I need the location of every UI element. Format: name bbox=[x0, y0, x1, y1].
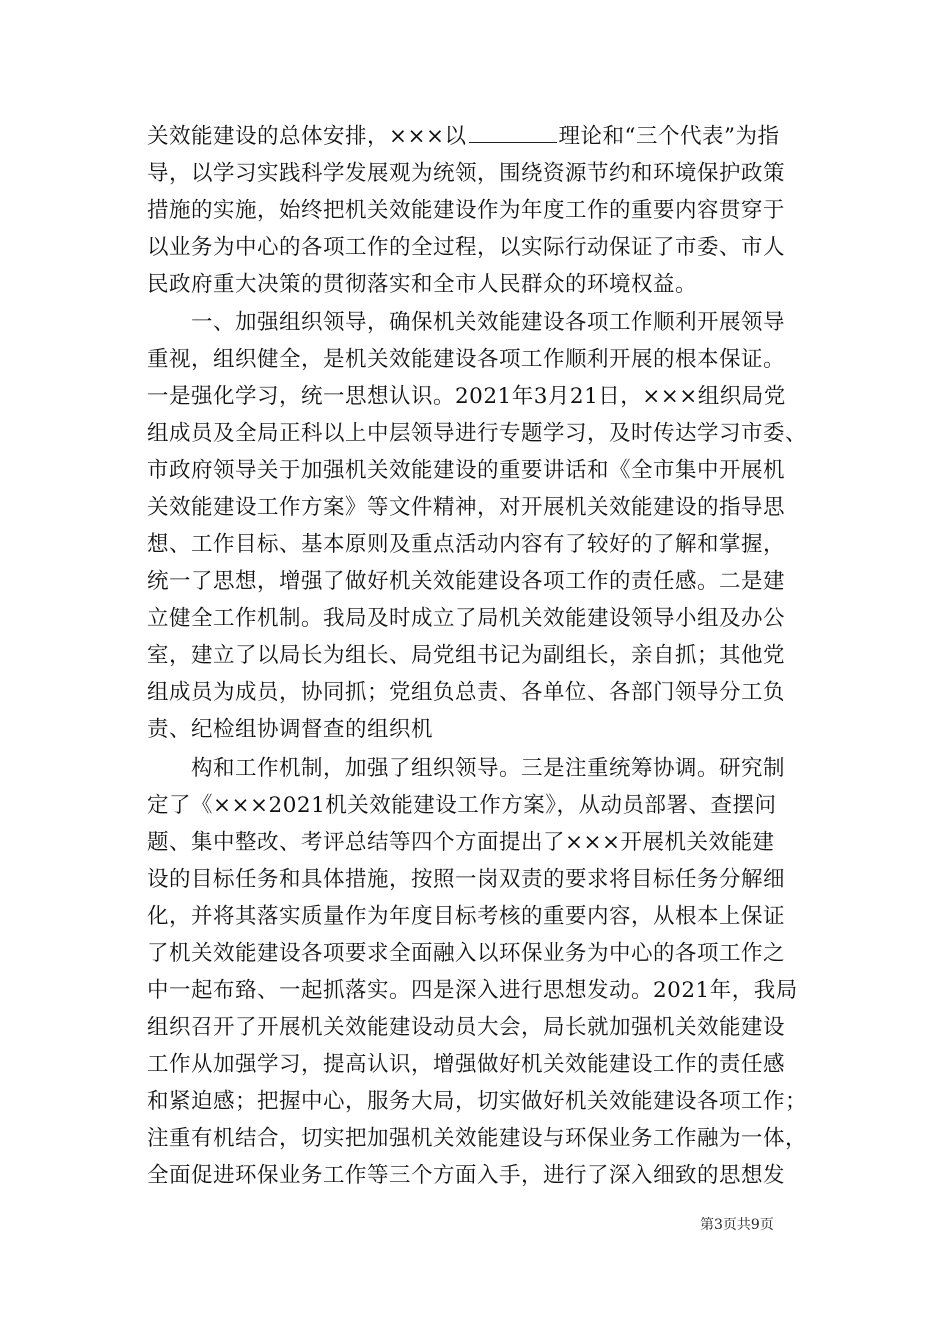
text-line: 以业务为中心的各项工作的全过程，以实际行动保证了市委、市人 bbox=[147, 235, 786, 260]
paragraph-3 bbox=[147, 750, 827, 1194]
paragraph-1 bbox=[147, 118, 827, 303]
text-line: 民政府重大决策的贯彻落实和全市人民群众的环境权益。 bbox=[147, 272, 698, 297]
text-line: 工作从加强学习，提高认识，增强做好机关效能建设工作的责任感 bbox=[147, 1052, 786, 1077]
fill-in-blank bbox=[469, 118, 557, 143]
text-segment: 关效能建设的总体安排，×××以 bbox=[147, 124, 467, 149]
text-line: 室，建立了以局长为组长、局党组书记为副组长，亲自抓；其他党 bbox=[147, 643, 786, 668]
text-line: 中一起布臵、一起抓落实。四是深入进行思想发动。2021年，我局 bbox=[147, 978, 798, 1003]
text-line: 定了《×××2021机关效能建设工作方案》，从动员部署、查摆问 bbox=[147, 793, 777, 818]
text-line: 化，并将其落实质量作为年度目标考核的重要内容，从根本上保证 bbox=[147, 904, 786, 929]
text-line: 全面促进环保业务工作等三个方面入手，进行了深入细致的思想发 bbox=[147, 1163, 786, 1188]
text-line: 措施的实施，始终把机关效能建设作为年度工作的重要内容贯穿于 bbox=[147, 198, 786, 223]
text-segment: 理论和“三个代表”为指 bbox=[558, 124, 780, 149]
text-line: 组成员及全局正科以上中层领导进行专题学习，及时传达学习市委、 bbox=[147, 421, 808, 446]
text-line: 注重有机结合，切实把加强机关效能建设与环保业务工作融为一体， bbox=[147, 1126, 808, 1151]
text-line: 想、工作目标、基本原则及重点活动内容有了较好的了解和掌握， bbox=[147, 532, 786, 557]
text-line: 关效能建设工作方案》等文件精神，对开展机关效能建设的指导思 bbox=[147, 495, 786, 520]
text-line: 构和工作机制，加强了组织领导。三是注重统筹协调。研究制 bbox=[147, 756, 786, 781]
text-line: 组织召开了开展机关效能建设动员大会，局长就加强机关效能建设 bbox=[147, 1015, 786, 1040]
paragraph-2 bbox=[147, 304, 827, 748]
text-line: 了机关效能建设各项要求全面融入以环保业务为中心的各项工作之 bbox=[147, 941, 786, 966]
text-line: 立健全工作机制。我局及时成立了局机关效能建设领导小组及办公 bbox=[147, 606, 786, 631]
text-line: 设的目标任务和具体措施，按照一岗双责的要求将目标任务分解细 bbox=[147, 867, 786, 892]
text-line: 和紧迫感；把握中心，服务大局，切实做好机关效能建设各项工作； bbox=[147, 1089, 808, 1114]
text-line bbox=[147, 118, 827, 155]
text-line: 市政府领导关于加强机关效能建设的重要讲话和《全市集中开展机 bbox=[147, 458, 786, 483]
text-line: 一是强化学习，统一思想认识。2021年3月21日，×××组织局党 bbox=[147, 384, 786, 409]
page-number-footer: 第3页共9页 bbox=[700, 1217, 774, 1233]
text-line: 责、纪检组协调督查的组织机 bbox=[147, 717, 434, 742]
text-line: 组成员为成员，协同抓；党组负总责、各单位、各部门领导分工负 bbox=[147, 680, 786, 705]
text-line: 统一了思想，增强了做好机关效能建设各项工作的责任感。二是建 bbox=[147, 569, 786, 594]
text-line: 题、集中整改、考评总结等四个方面提出了×××开展机关效能建 bbox=[147, 830, 775, 855]
text-line: 导，以学习实践科学发展观为统领，围绕资源节约和环境保护政策 bbox=[147, 161, 786, 186]
text-line: 重视，组织健全，是机关效能建设各项工作顺利开展的根本保证。 bbox=[147, 347, 786, 372]
text-line: 一、加强组织领导，确保机关效能建设各项工作顺利开展领导 bbox=[147, 310, 786, 335]
